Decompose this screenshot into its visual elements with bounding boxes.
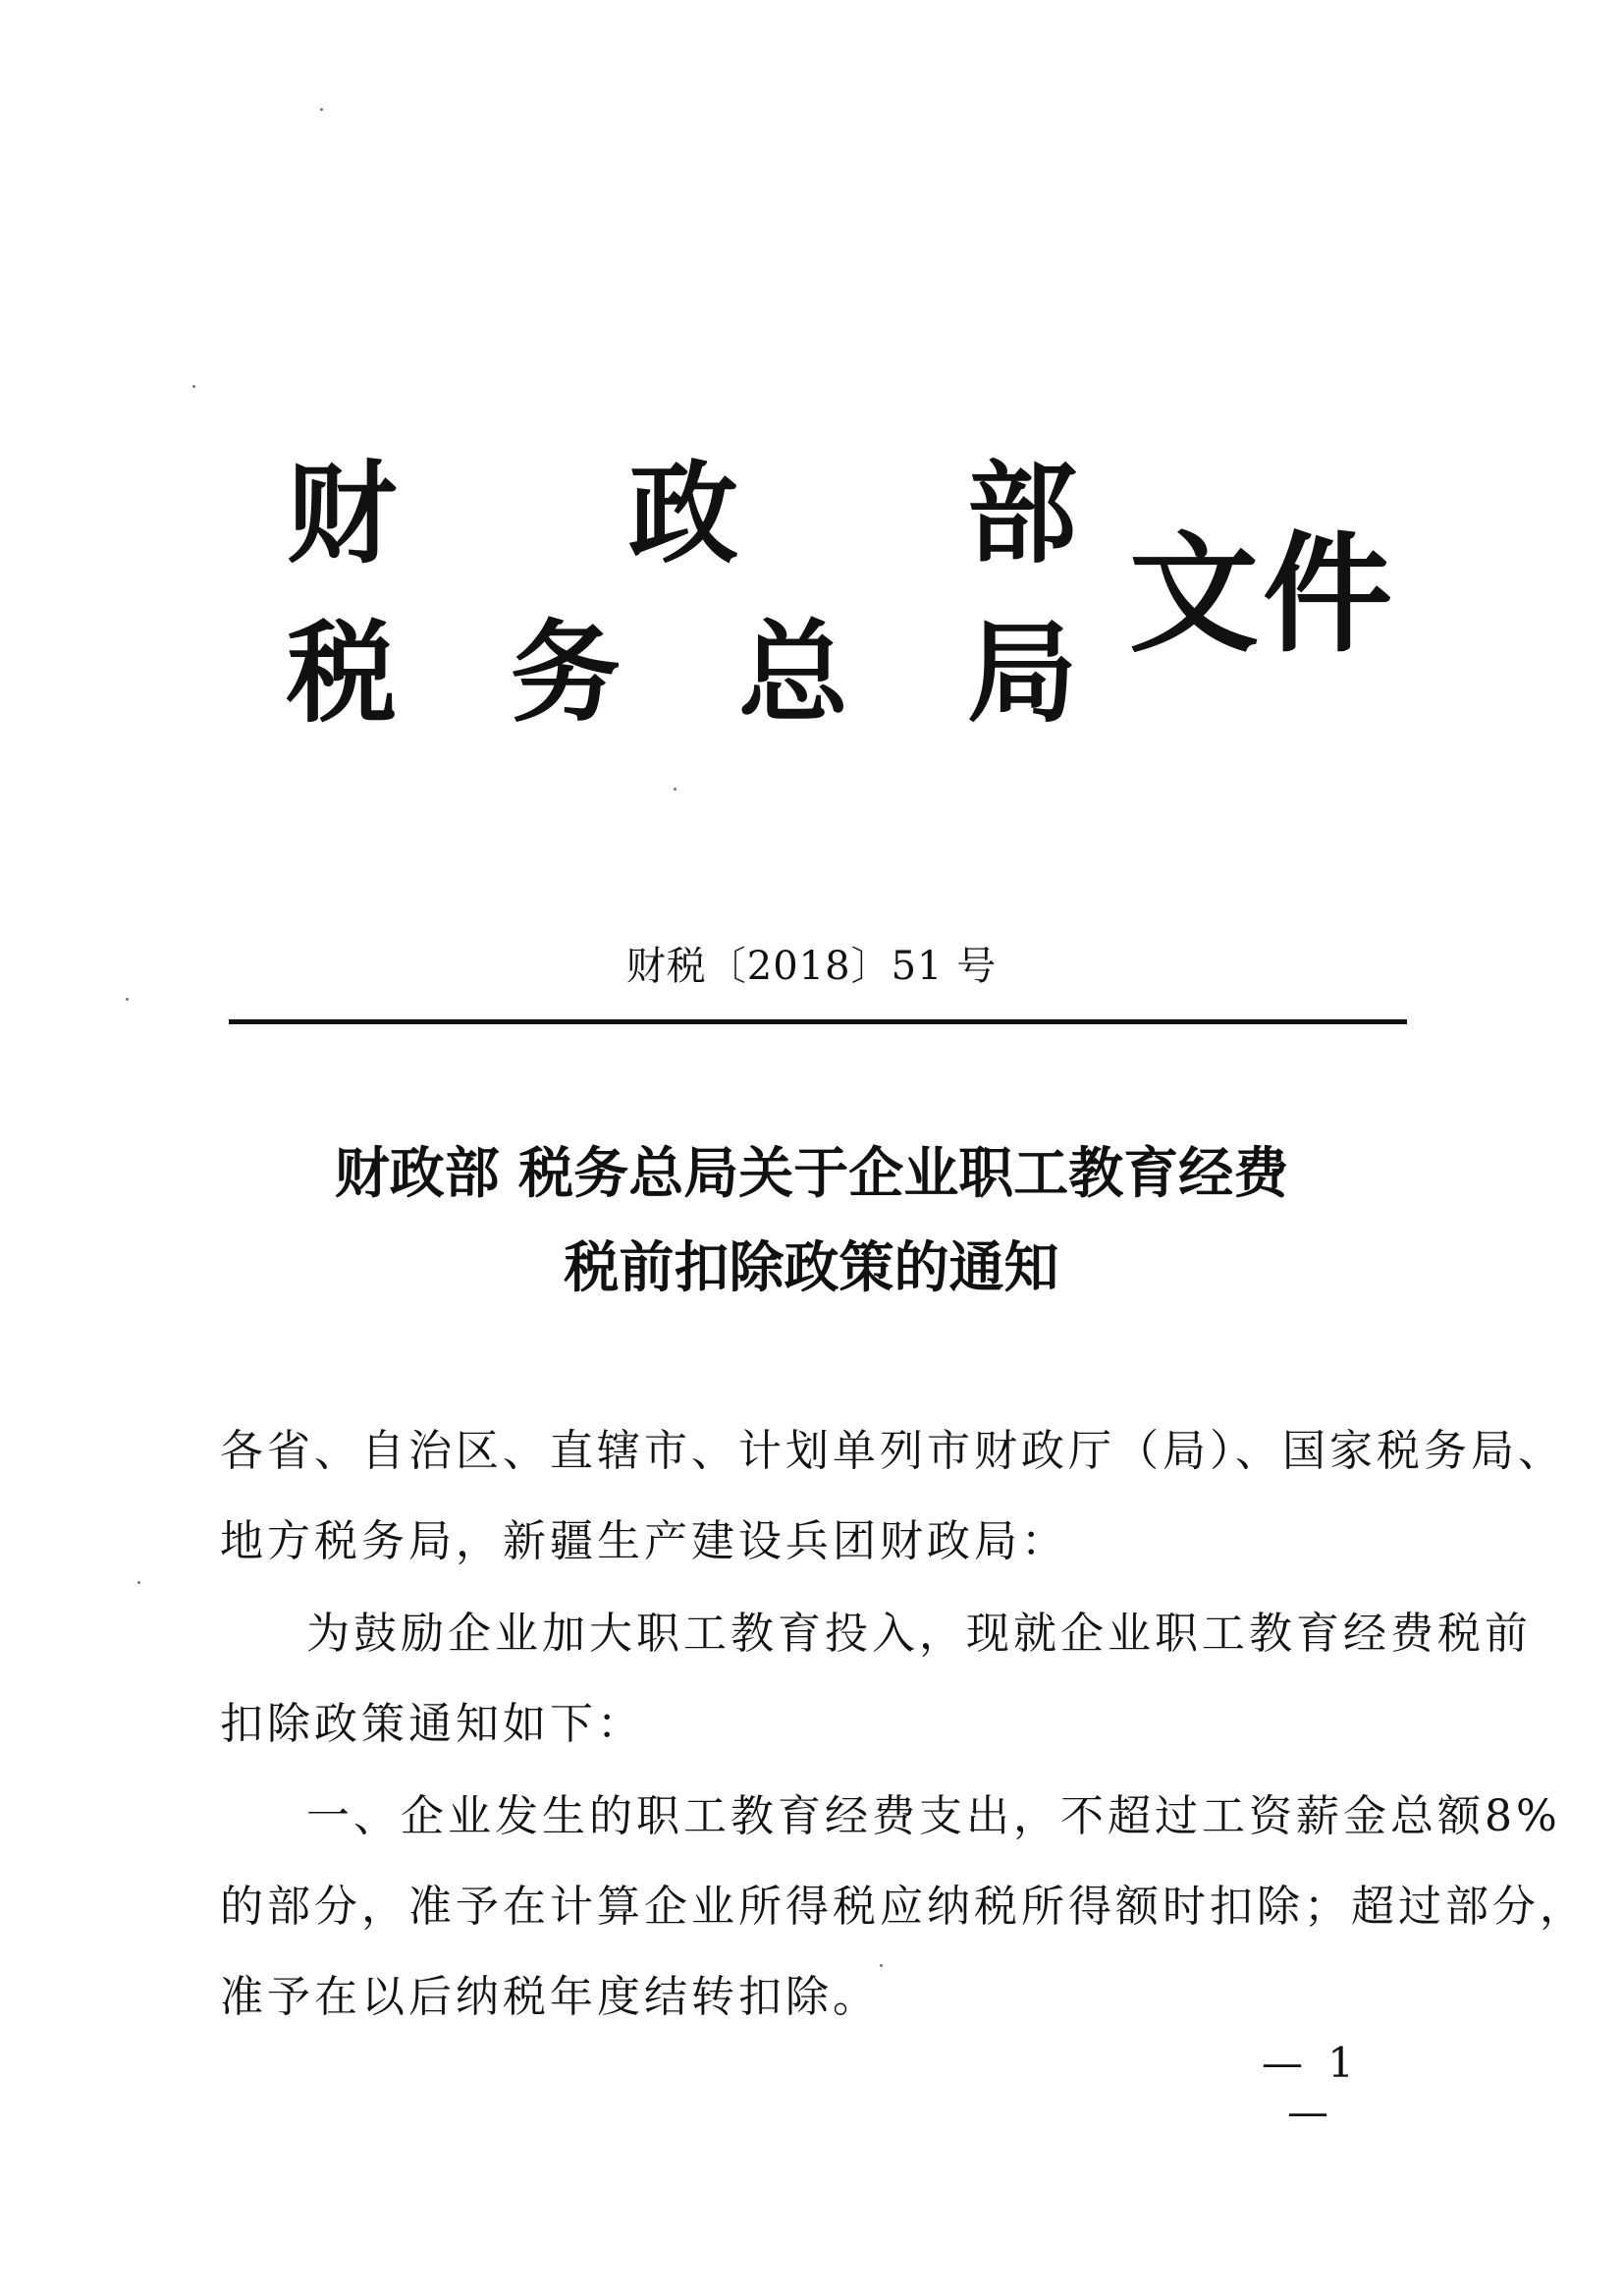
scan-speck [137, 1581, 140, 1584]
intro-paragraph-line1: 为鼓励企业加大职工教育投入，现就企业职工教育经费税前 [306, 1609, 1532, 1659]
header-char-wu: 务 [511, 609, 621, 738]
header-char-bu: 部 [967, 450, 1077, 578]
file-label: 文件 [1129, 519, 1396, 671]
document-number: 财税〔2018〕51 号 [625, 944, 998, 989]
header-char-ju: 局 [967, 609, 1077, 738]
scan-speck [674, 788, 676, 791]
header-char-zong: 总 [738, 609, 848, 738]
scan-speck [192, 385, 195, 388]
header-char-zheng: 政 [628, 450, 738, 578]
document-title-line2: 税前扣除政策的通知 [564, 1235, 1059, 1300]
item1-line2: 的部分，准予在计算企业所得税应纳税所得额时扣除；超过部分， [220, 1882, 1587, 1932]
header-char-cai: 财 [287, 450, 397, 578]
page-number: — 1 — [1261, 2039, 1361, 2136]
addressee-line2: 地方税务局，新疆生产建设兵团财政局： [220, 1516, 1068, 1566]
scan-speck [320, 108, 323, 111]
intro-paragraph-line2: 扣除政策通知如下： [220, 1699, 644, 1749]
document-title-line1: 财政部 税务总局关于企业职工教育经费 [334, 1141, 1289, 1206]
item1-line1: 一、企业发生的职工教育经费支出，不超过工资薪金总额8% [306, 1791, 1561, 1841]
header-divider-rule [229, 1019, 1407, 1024]
header-char-shui: 税 [287, 609, 397, 738]
scan-speck [126, 998, 129, 1001]
scan-speck [880, 1964, 883, 1967]
item1-line3: 准予在以后纳税年度结转扣除。 [220, 1972, 880, 2022]
addressee-line1: 各省、自治区、直辖市、计划单列市财政厅（局）、国家税务局、 [220, 1426, 1565, 1476]
